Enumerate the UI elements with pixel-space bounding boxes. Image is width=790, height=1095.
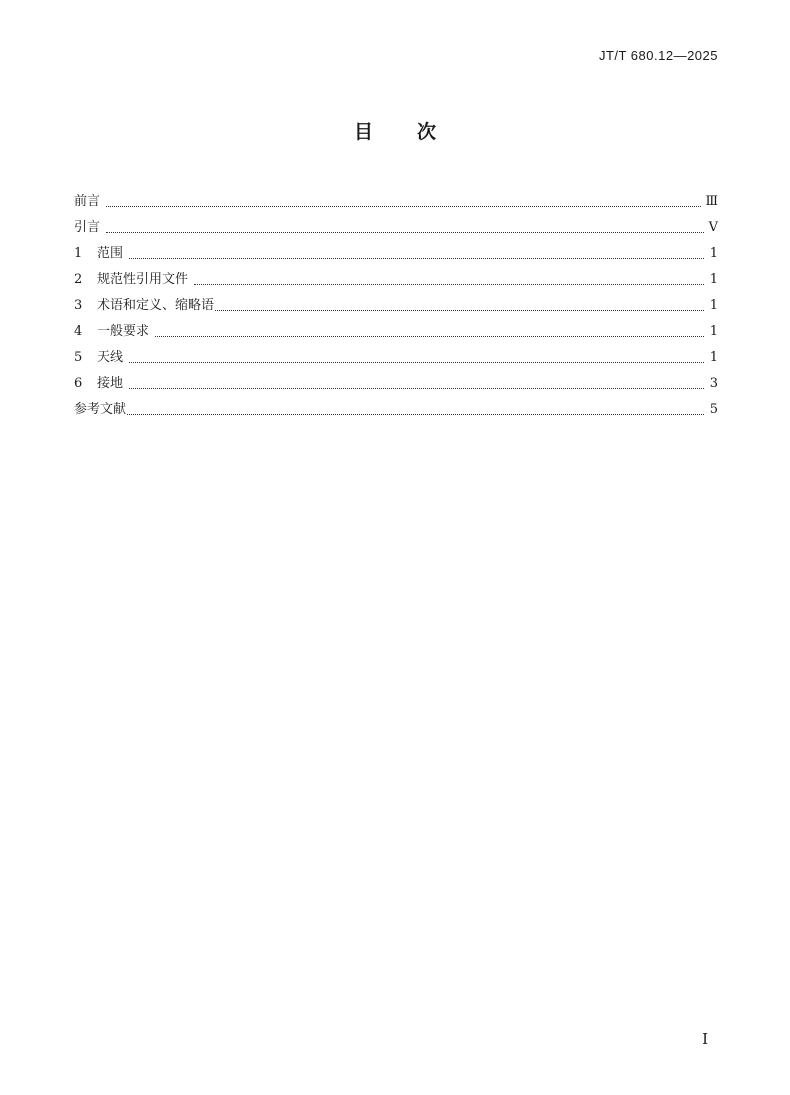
leader-dots [106, 196, 701, 207]
toc-entry-general-requirements[interactable] [74, 314, 718, 340]
leader-dots [127, 404, 704, 415]
toc-entry-label: 前言 [74, 194, 101, 209]
title-char-2: 次 [417, 121, 437, 143]
toc-entry-page: Ⅲ [705, 194, 718, 209]
toc-entry-normative-references[interactable] [74, 262, 718, 288]
toc-entry-page: 1 [709, 324, 718, 339]
title-char-1: 目 [353, 121, 373, 143]
toc-entry-label: 参考文献 [74, 402, 127, 417]
toc-entry-grounding[interactable] [74, 366, 718, 392]
document-number: JT/T 680.12—2025 [598, 48, 718, 63]
toc-entry-label: 规范性引用文件 [97, 272, 189, 287]
toc-entry-page: 3 [709, 376, 718, 391]
leader-dots [215, 300, 704, 311]
leader-dots [155, 326, 704, 337]
toc-entry-number: 5 [74, 350, 83, 365]
toc-entry-antenna[interactable] [74, 340, 718, 366]
leader-dots [106, 222, 704, 233]
leader-dots [194, 274, 704, 285]
toc-entry-introduction[interactable] [74, 210, 718, 236]
toc-entry-page: 5 [709, 402, 718, 417]
toc-entry-number: 3 [74, 298, 83, 313]
toc-entry-number: 4 [74, 324, 83, 339]
toc-entry-label: 范围 [97, 246, 124, 261]
toc-entry-page: 1 [709, 298, 718, 313]
leader-dots [129, 352, 704, 363]
toc-entry-number: 1 [74, 246, 83, 261]
toc-entry-label: 术语和定义、缩略语 [97, 298, 215, 313]
toc-entry-page: 1 [709, 272, 718, 287]
toc-entry-label: 天线 [97, 350, 124, 365]
page-number: I [702, 1030, 708, 1048]
toc-entry-bibliography[interactable] [74, 392, 718, 418]
toc-entry-label: 接地 [97, 376, 124, 391]
toc-entry-page: Ⅴ [708, 220, 718, 235]
toc-entry-foreword[interactable] [74, 184, 718, 210]
toc-entry-page: 1 [709, 350, 718, 365]
table-of-contents [74, 184, 718, 418]
toc-entry-page: 1 [709, 246, 718, 261]
toc-entry-terms-definitions[interactable] [74, 288, 718, 314]
toc-entry-number: 6 [74, 376, 83, 391]
page-title [0, 117, 790, 144]
toc-entry-number: 2 [74, 272, 83, 287]
toc-entry-scope[interactable] [74, 236, 718, 262]
leader-dots [129, 378, 704, 389]
leader-dots [129, 248, 704, 259]
toc-entry-label: 一般要求 [97, 324, 150, 339]
toc-entry-label: 引言 [74, 220, 101, 235]
